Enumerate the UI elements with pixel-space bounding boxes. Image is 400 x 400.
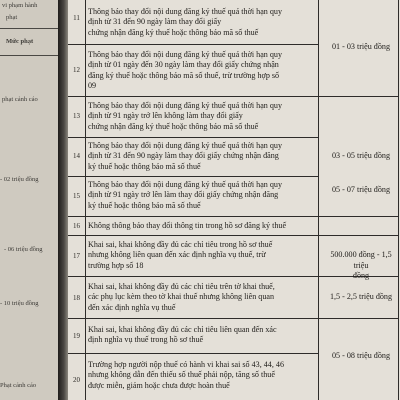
- table-column-divider: [318, 0, 319, 400]
- facing-page-text: - 10 triệu đồng: [0, 300, 39, 307]
- facing-page-text: phạt: [6, 14, 18, 21]
- row-description-line: Khai sai, khai không đầy đủ các chỉ tiêu trong hồ sơ thuế: [88, 240, 273, 249]
- fine-amount: [324, 250, 398, 282]
- row-description: [88, 101, 316, 132]
- row-description: [88, 7, 316, 38]
- row-description-line: nhưng không liên quan đến xác định nghĩa vụ thuế, trừ: [88, 250, 266, 260]
- row-number: 12: [73, 66, 80, 74]
- fine-amount-line: 1,5 - 2,5 triệu đồng: [329, 292, 393, 301]
- fine-amount: [324, 292, 398, 303]
- row-description-line: định từ 01 ngày đến 30 ngày làm thay đổi giấy chứng nhận: [88, 60, 279, 70]
- fine-amount: [324, 185, 398, 196]
- row-description-line: Khai sai, khai không đầy đủ các chỉ tiêu trên tờ khai thuế,: [88, 282, 275, 291]
- row-description-line: Thông báo thay đổi nội dung đăng ký thuế quá thời hạn quy: [88, 101, 283, 110]
- fine-amount-line: 03 - 05 triệu đồng: [332, 151, 390, 160]
- row-number: 16: [73, 222, 80, 230]
- row-description-line: chứng nhận đăng ký thuế hoặc thông báo mã số thuế: [88, 121, 259, 131]
- book-gutter: [58, 0, 68, 400]
- penalty-table-page: [68, 0, 400, 400]
- row-description: [88, 240, 316, 271]
- fine-amount-line: 05 - 08 triệu đồng: [332, 351, 390, 360]
- row-divider: [68, 318, 398, 319]
- row-description-line: Khai sai, khai không đầy đủ các chỉ tiêu liên quan đến xác: [88, 325, 277, 334]
- row-description-line: Thông báo thay đổi nội dung đăng ký thuế quá thời hạn quy: [88, 50, 283, 59]
- row-divider: [68, 44, 318, 45]
- row-description-line: trường hợp số 18: [88, 260, 144, 270]
- row-description-line: ký thuế hoặc thông báo mã số thuế: [88, 161, 201, 171]
- row-description-line: định từ 91 ngày trở lên làm thay đổi giấy chứng nhận đăng: [88, 190, 279, 200]
- row-description: [88, 325, 316, 346]
- row-description-line: định từ 31 đến 90 ngày làm thay đổi giấy chứng nhận đăng: [88, 151, 279, 161]
- row-description-line: ký thuế hoặc thông báo mã số thuế: [88, 200, 201, 210]
- facing-page-text: - 06 triệu đồng: [4, 246, 43, 253]
- row-description-line: Thông báo thay đổi nội dung đăng ký thuế quá thời hạn quy: [88, 180, 283, 189]
- facing-page-heading: Mức phạt: [6, 38, 34, 45]
- facing-page-text: phạt cảnh cáo: [2, 96, 38, 103]
- row-description-line: được miễn, giảm hoặc chưa được hoàn thuế: [88, 380, 230, 390]
- table-column-divider: [85, 0, 86, 400]
- row-divider: [68, 176, 318, 177]
- fine-amount-line: đồng: [352, 271, 370, 280]
- fine-amount: [324, 151, 398, 162]
- fine-amount-line: 01 - 03 triệu đồng: [332, 42, 390, 51]
- row-number: 13: [73, 112, 80, 120]
- facing-page-rule: [0, 28, 58, 29]
- facing-page-text: vi phạm hành: [2, 2, 38, 9]
- row-description-line: chứng nhận đăng ký thuế hoặc thông báo mã số thuế: [88, 27, 259, 37]
- row-number: 18: [73, 294, 80, 302]
- row-description-line: các phụ lục kèm theo tờ khai thuế nhưng không liên quan: [88, 292, 275, 302]
- row-number: 19: [73, 332, 80, 340]
- table-right-border: [398, 0, 399, 400]
- row-description-line: nhưng không dẫn đến thiếu số thuế phải nộp, tăng số thuế: [88, 370, 275, 380]
- facing-page: [0, 0, 58, 400]
- row-number: 15: [73, 192, 80, 200]
- facing-page-text: - 02 triệu đồng: [0, 176, 39, 183]
- row-description-line: Trường hợp người nộp thuế có hành vi khai sai số 43, 44, 46: [88, 360, 284, 369]
- row-description: [88, 282, 316, 313]
- fine-amount-line: 500.000 đồng - 1,5 triệu: [330, 250, 392, 270]
- row-divider: [68, 216, 398, 217]
- row-divider: [68, 353, 318, 354]
- row-description-line: Thông báo thay đổi nội dung đăng ký thuế quá thời hạn quy: [88, 141, 283, 150]
- facing-page-text: Phạt cảnh cáo: [0, 382, 37, 389]
- row-number: 17: [73, 252, 80, 260]
- row-description-line: đăng ký thuế hoặc thông báo mã số thuế, trừ trường hợp số: [88, 70, 280, 80]
- row-description: [88, 180, 316, 211]
- facing-page-rule: [0, 55, 58, 56]
- fine-amount: [324, 42, 398, 53]
- row-description: [88, 221, 316, 231]
- row-description: [88, 360, 316, 391]
- row-description: [88, 50, 316, 91]
- row-description: [88, 141, 316, 172]
- row-number: 20: [73, 376, 80, 384]
- fine-amount: [324, 351, 398, 362]
- row-description-line: định từ 91 ngày trở lên không làm thay đổi giấy: [88, 111, 243, 121]
- row-divider: [68, 235, 398, 236]
- row-number: 14: [73, 152, 80, 160]
- row-description-line: Thông báo thay đổi nội dung đăng ký thuế quá thời hạn quy: [88, 7, 283, 16]
- row-description-line: định nghĩa vụ thuế trong hồ sơ thuế: [88, 335, 204, 345]
- row-description-line: định từ 31 đến 90 ngày làm thay đổi giấy: [88, 17, 222, 27]
- row-divider: [68, 137, 318, 138]
- row-description-line: Không thông báo thay đổi thông tin trong hồ sơ đăng ký thuế: [88, 221, 287, 230]
- row-description-line: 09: [88, 80, 97, 90]
- row-divider: [68, 96, 398, 97]
- row-description-line: đến xác định nghĩa vụ thuế: [88, 302, 176, 312]
- fine-amount-line: 05 - 07 triệu đồng: [332, 185, 390, 194]
- row-number: 11: [73, 14, 80, 22]
